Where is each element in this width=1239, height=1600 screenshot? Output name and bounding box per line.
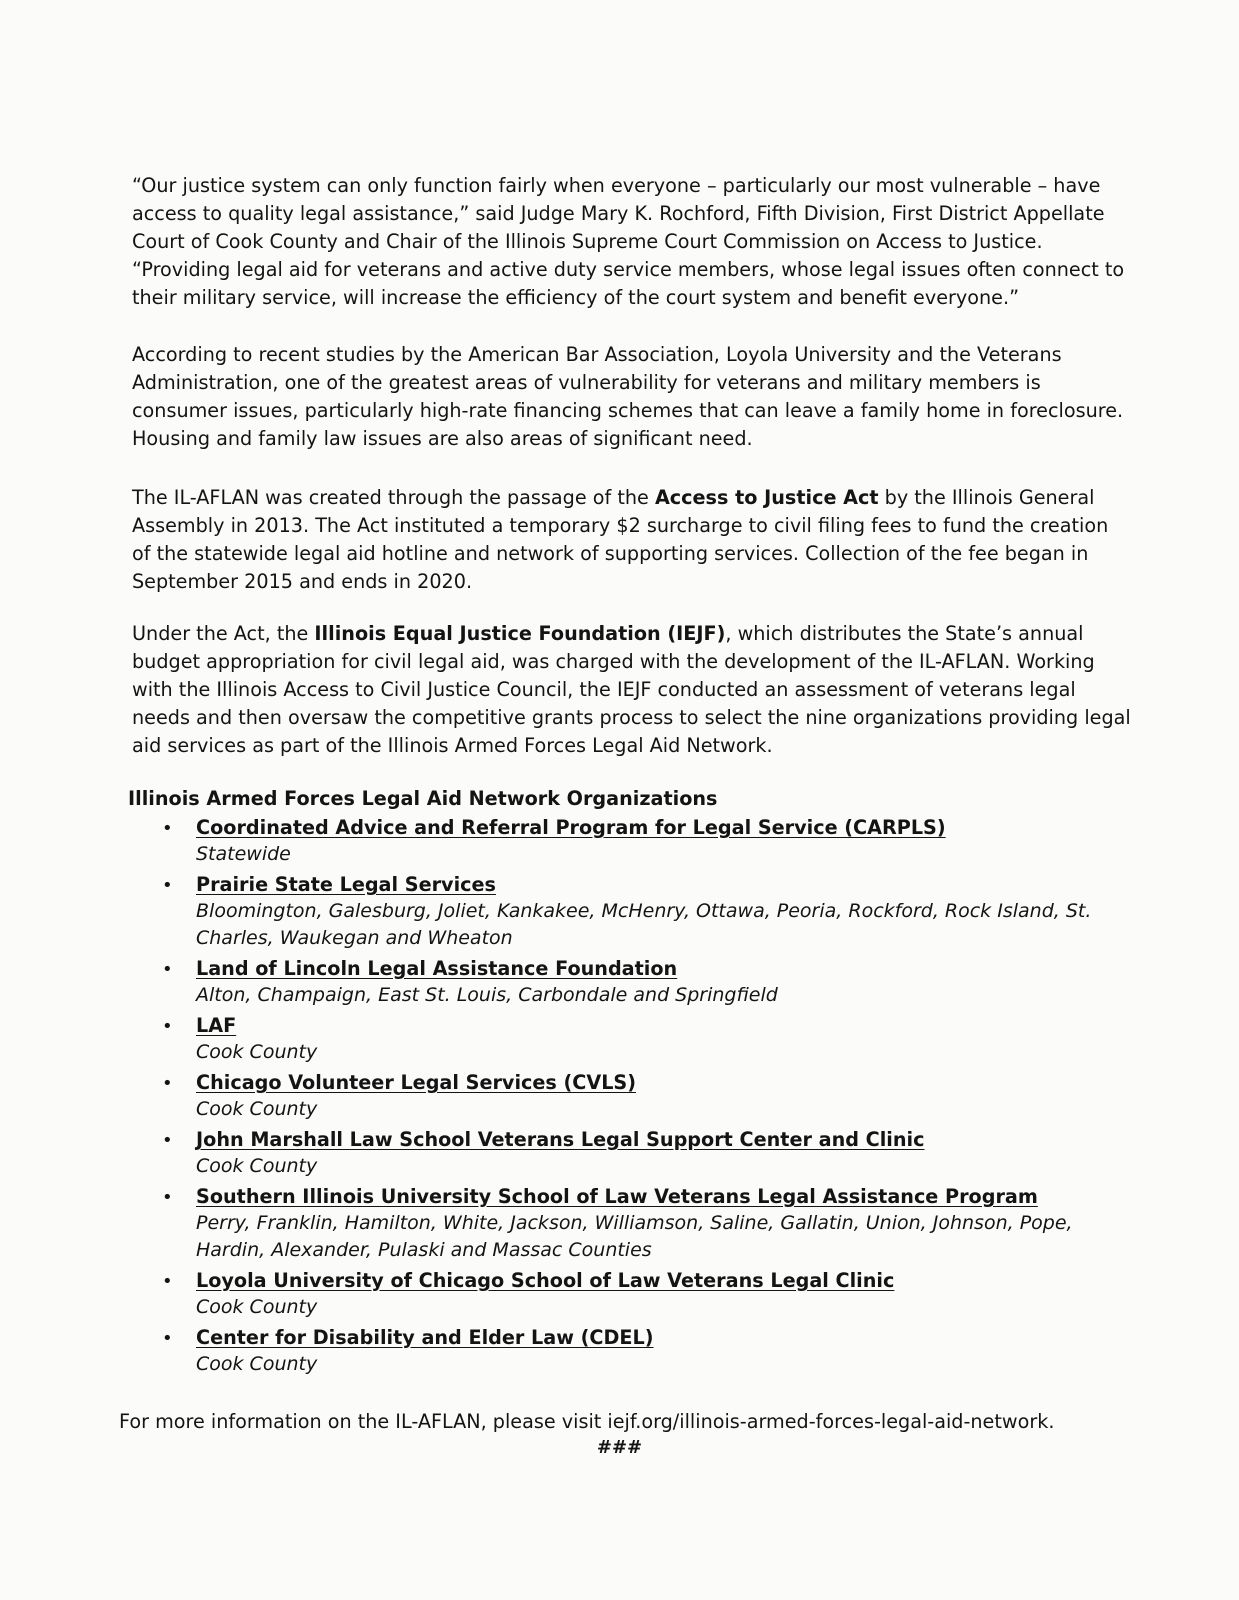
organization-link[interactable]: Coordinated Advice and Referral Program for Legal Service (CARPLS) <box>196 816 946 839</box>
organization-service-area: Cook County <box>196 1041 318 1063</box>
list-item <box>158 1325 1098 1378</box>
list-item <box>158 1268 1098 1321</box>
act-paragraph-body: by the Illinois General Assembly in 2013. The Act instituted a temporary $2 surcharge to civil filing fees to fund the creation of the statewide legal aid hotline and network of supporting services. Collection of the fee began in September 2015 and ends in 2020. <box>132 486 1109 593</box>
studies-paragraph: According to recent studies by the American Bar Association, Loyola University and the Veterans Administration, one of the greatest areas of vulnerability for veterans and military members is consumer issues, particularly high-rate financing schemes that can leave a family home in foreclosure. Housing and family law issues are also areas of significant need. <box>132 343 1124 450</box>
list-item <box>158 956 1098 1009</box>
end-mark: ### <box>596 1437 643 1458</box>
list-item <box>158 815 1098 868</box>
organization-link[interactable]: Chicago Volunteer Legal Services (CVLS) <box>196 1071 637 1094</box>
iejf-paragraph-body: , which distributes the State’s annual budget appropriation for civil legal aid, was charged with the development of the IL-AFLAN. Working with the Illinois Access to Civil Justice Council, the IEJF conducted an assessment of veterans legal needs and then oversaw the competitive grants process to select the nine organizations providing legal aid services as part of the Illinois Armed Forces Legal Aid Network. <box>132 622 1131 757</box>
organization-link[interactable]: Center for Disability and Elder Law (CDEL) <box>196 1326 654 1349</box>
iejf-paragraph-intro: Under the Act, the <box>132 622 315 645</box>
bullet-icon: • <box>162 818 173 839</box>
organization-service-area: Statewide <box>196 843 291 865</box>
organization-service-area: Alton, Champaign, East St. Louis, Carbondale and Springfield <box>196 984 778 1006</box>
bullet-icon: • <box>162 1187 173 1208</box>
organization-link[interactable]: Prairie State Legal Services <box>196 873 496 896</box>
act-paragraph-intro: The IL-AFLAN was created through the passage of the <box>132 486 655 509</box>
quote-paragraph: “Our justice system can only function fairly when everyone – particularly our most vulnerable – have access to quality legal assistance,” said Judge Mary K. Rochford, Fifth Division, First District Appellate Court of Cook County and Chair of the Illinois Supreme Court Commission on Access to Justice. “Providing legal aid for veterans and active duty service members, whose legal issues often connect to their military service, will increase the efficiency of the court system and benefit everyone.” <box>132 174 1125 309</box>
bullet-icon: • <box>162 1073 173 1094</box>
bullet-icon: • <box>162 1016 173 1037</box>
iejf-paragraph <box>132 620 1132 760</box>
organization-service-area: Cook County <box>196 1155 318 1177</box>
organization-link[interactable]: Loyola University of Chicago School of Law Veterans Legal Clinic <box>196 1269 895 1292</box>
bullet-icon: • <box>162 1328 173 1349</box>
organization-link[interactable]: Southern Illinois University School of Law Veterans Legal Assistance Program <box>196 1185 1038 1208</box>
list-item <box>158 1184 1098 1264</box>
organizations-heading: Illinois Armed Forces Legal Aid Network Organizations <box>128 787 718 810</box>
organization-link[interactable]: John Marshall Law School Veterans Legal Support Center and Clinic <box>196 1128 925 1151</box>
bullet-icon: • <box>162 959 173 980</box>
organization-service-area: Cook County <box>196 1296 318 1318</box>
more-info-text: For more information on the IL-AFLAN, please visit iejf.org/illinois-armed-forces-legal-aid-network. <box>119 1410 1055 1433</box>
organization-service-area: Cook County <box>196 1098 318 1120</box>
bullet-icon: • <box>162 1271 173 1292</box>
organizations-list <box>158 815 1098 1382</box>
organization-service-area: Bloomington, Galesburg, Joliet, Kankakee, McHenry, Ottawa, Peoria, Rockford, Rock Island, St. Charles, Waukegan and Wheaton <box>196 900 1092 949</box>
iejf-name: Illinois Equal Justice Foundation (IEJF) <box>314 622 726 645</box>
organization-link[interactable]: Land of Lincoln Legal Assistance Foundation <box>196 957 678 980</box>
bullet-icon: • <box>162 1130 173 1151</box>
list-item <box>158 1070 1098 1123</box>
organization-service-area: Perry, Franklin, Hamilton, White, Jackson, Williamson, Saline, Gallatin, Union, Johnson, Pope, Hardin, Alexander, Pulaski and Massac Counties <box>196 1212 1073 1261</box>
act-paragraph <box>132 484 1132 596</box>
act-name: Access to Justice Act <box>654 486 879 509</box>
organization-link[interactable]: LAF <box>196 1014 237 1037</box>
list-item <box>158 1013 1098 1066</box>
organization-service-area: Cook County <box>196 1353 318 1375</box>
list-item <box>158 872 1098 952</box>
bullet-icon: • <box>162 875 173 896</box>
list-item <box>158 1127 1098 1180</box>
